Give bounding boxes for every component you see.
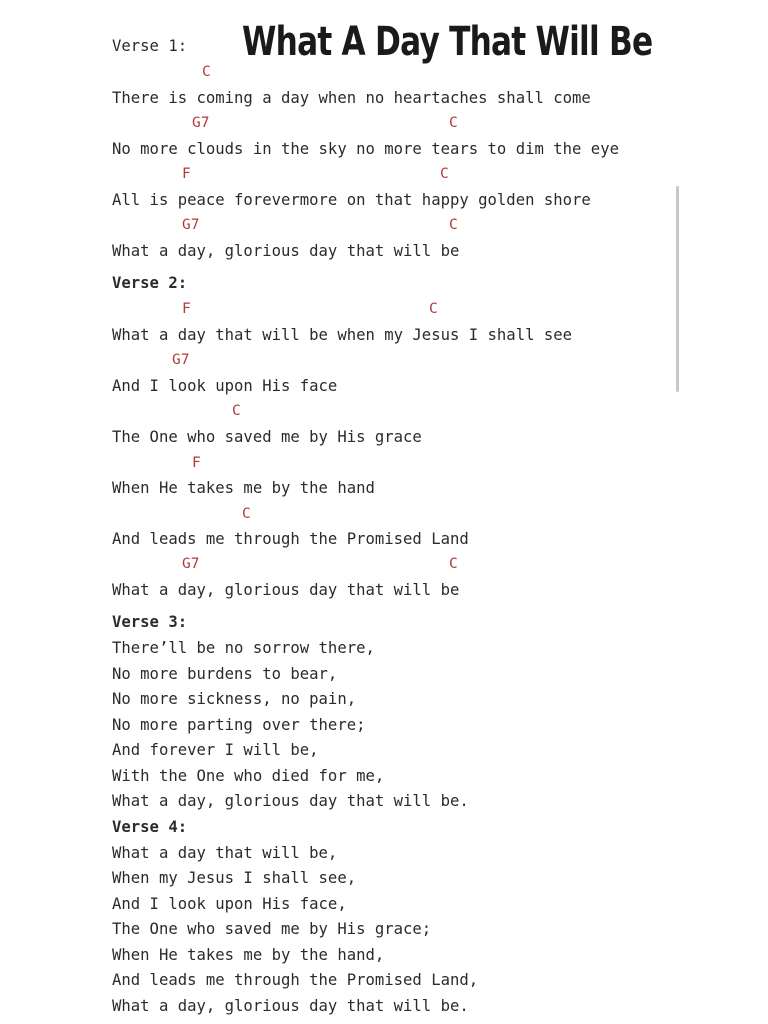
chord: C bbox=[242, 506, 251, 522]
lyric-line: No more burdens to bear, bbox=[112, 665, 338, 683]
chord: C bbox=[449, 115, 458, 131]
lyric-line: The One who saved me by His grace bbox=[112, 428, 422, 446]
verse-2-label: Verse 2: bbox=[112, 274, 188, 292]
lyric-line: What a day, glorious day that will be. bbox=[112, 792, 469, 810]
lyric-line: No more parting over there; bbox=[112, 716, 366, 734]
chord: G7 bbox=[192, 115, 210, 131]
chord: C bbox=[449, 217, 458, 233]
lyric-line: And I look upon His face, bbox=[112, 895, 347, 913]
song-title: What A Day That Will Be bbox=[242, 19, 653, 65]
lyric-line: There’ll be no sorrow there, bbox=[112, 639, 375, 657]
chord: F bbox=[182, 166, 191, 182]
chord: C bbox=[449, 556, 458, 572]
lyric-line: And leads me through the Promised Land, bbox=[112, 971, 479, 989]
lyric-line: And I look upon His face bbox=[112, 377, 338, 395]
chord: G7 bbox=[172, 352, 190, 368]
verse-4-label: Verse 4: bbox=[112, 818, 188, 836]
lyric-line: What a day, glorious day that will be. bbox=[112, 997, 469, 1015]
lyric-line: What a day, glorious day that will be bbox=[112, 242, 460, 260]
chord: C bbox=[429, 301, 438, 317]
lyric-line: What a day that will be, bbox=[112, 844, 338, 862]
chord: C bbox=[202, 64, 211, 80]
scrollbar[interactable] bbox=[676, 186, 679, 392]
lyric-line: When my Jesus I shall see, bbox=[112, 869, 357, 887]
lyric-line: There is coming a day when no heartaches shall come bbox=[112, 89, 591, 107]
chord: F bbox=[192, 455, 201, 471]
lyric-line: No more clouds in the sky no more tears to dim the eye bbox=[112, 140, 619, 158]
lyric-line: And forever I will be, bbox=[112, 741, 319, 759]
lyric-line: With the One who died for me, bbox=[112, 767, 385, 785]
verse-3-label: Verse 3: bbox=[112, 613, 188, 631]
chord: C bbox=[440, 166, 449, 182]
lyric-line: When He takes me by the hand, bbox=[112, 946, 385, 964]
chord: G7 bbox=[182, 217, 200, 233]
chord: G7 bbox=[182, 556, 200, 572]
lyric-line: What a day, glorious day that will be bbox=[112, 581, 460, 599]
lyric-line: The One who saved me by His grace; bbox=[112, 920, 432, 938]
lyric-line: What a day that will be when my Jesus I shall see bbox=[112, 326, 573, 344]
verse-1-label: Verse 1: bbox=[112, 37, 188, 55]
chord: F bbox=[182, 301, 191, 317]
lyric-line: And leads me through the Promised Land bbox=[112, 530, 469, 548]
lyric-line: No more sickness, no pain, bbox=[112, 690, 357, 708]
chord: C bbox=[232, 403, 241, 419]
lyric-line: When He takes me by the hand bbox=[112, 479, 375, 497]
lyric-line: All is peace forevermore on that happy golden shore bbox=[112, 191, 591, 209]
